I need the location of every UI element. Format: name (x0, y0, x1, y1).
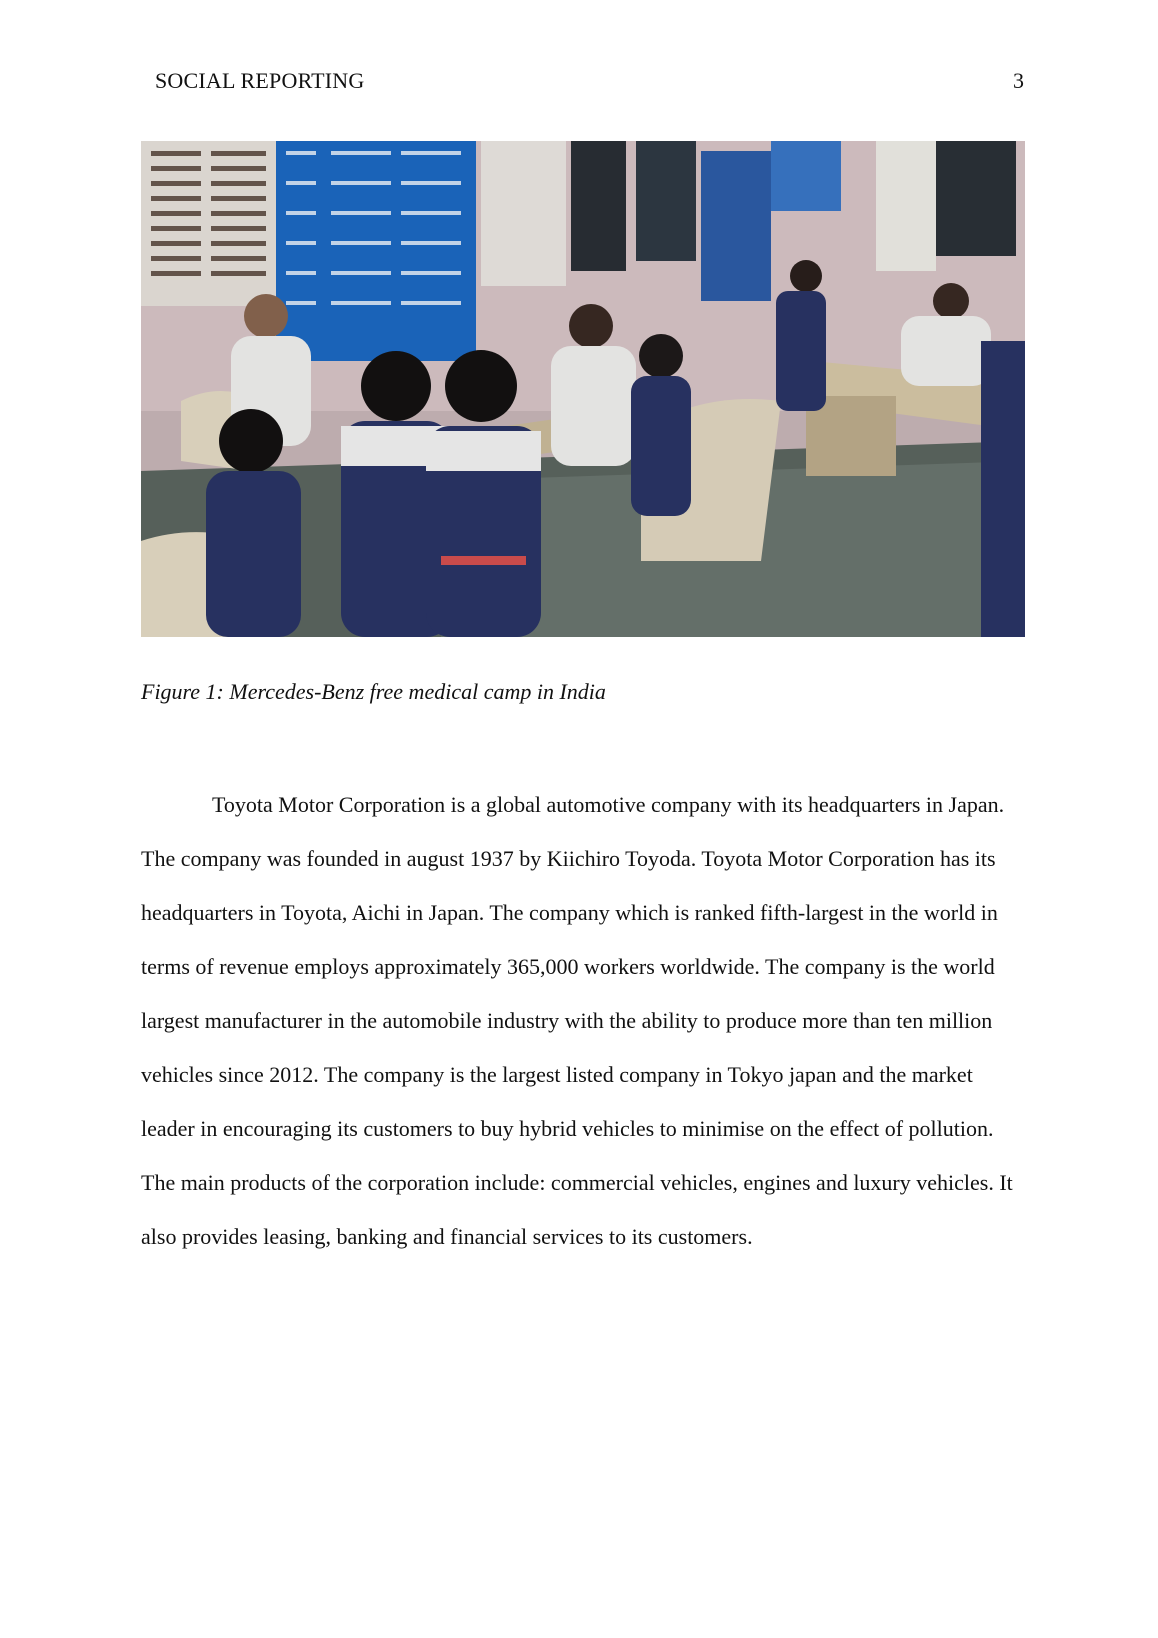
medical-camp-photo (141, 141, 1025, 637)
body-paragraph: Toyota Motor Corporation is a global automotive company with its headquarters in Japan. The company was founded in august 1937 by Kiichiro Toyoda. Toyota Motor Corporation has its headquarters in Toyota, Aichi in Japan. The company which is ranked fifth-largest in the world in terms of revenue employs approximately 365,000 workers worldwide. The company is the world largest manufacturer in the automobile industry with the ability to produce more than ten million vehicles since 2012. The company is the largest listed company in Tokyo japan and the market leader in encouraging its customers to buy hybrid vehicles to minimise on the effect of pollution. The main products of the corporation include: commercial vehicles, engines and luxury vehicles. It also provides leasing, banking and financial services to its customers. (141, 792, 1013, 1249)
figure-photo (141, 141, 1025, 637)
body-text (141, 778, 1025, 1264)
figure-caption: Figure 1: Mercedes-Benz free medical camp in India (141, 679, 606, 704)
running-head: SOCIAL REPORTING (155, 68, 365, 93)
page-number: 3 (1013, 68, 1024, 93)
